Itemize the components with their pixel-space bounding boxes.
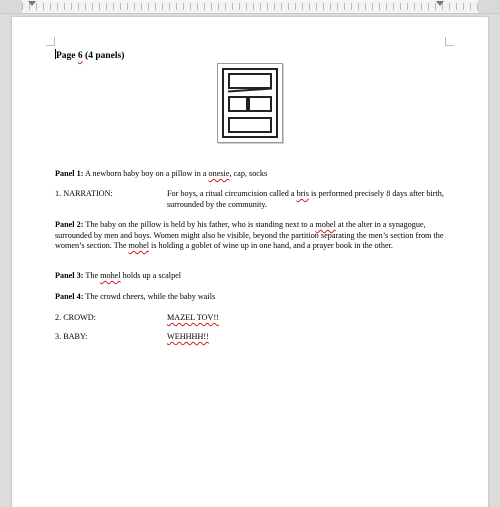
ruler-left-margin xyxy=(0,0,22,13)
left-indent-marker[interactable] xyxy=(28,1,36,6)
margin-corner-top-left xyxy=(46,37,55,46)
ruler-right-margin xyxy=(478,0,500,13)
panel-1-description[interactable] xyxy=(55,169,445,180)
horizontal-ruler[interactable] xyxy=(0,0,500,14)
panel-1-text: A newborn baby boy on a pillow in a xyxy=(85,169,207,178)
dialogue-3-text[interactable] xyxy=(167,332,447,343)
panel-2-spellcheck-word-b: mohel xyxy=(128,241,149,251)
panel-2-text-b: at the alter in a synagogue, surrounded by men and boys. Women might also be visible, beyond the partition separating the men’s section from the women’s section. The xyxy=(55,220,444,251)
panel-2-description[interactable] xyxy=(55,220,445,252)
panel-3-spellcheck-word: mohel xyxy=(100,271,121,280)
panel-4-description[interactable] xyxy=(55,292,445,303)
panel-3-text-a: The xyxy=(85,271,99,280)
margin-corner-top-right xyxy=(445,37,454,46)
ruler-ticks xyxy=(22,3,478,10)
dialogue-2-line: MAZEL TOV!! xyxy=(167,313,219,322)
dialogue-1-text[interactable] xyxy=(167,189,447,210)
dialogue-2-text[interactable] xyxy=(167,313,447,324)
panel-2-text-a: The baby on the pillow is held by his father, who is standing next to a xyxy=(85,220,314,229)
thumbnail-frame xyxy=(222,68,278,138)
document-page[interactable] xyxy=(12,17,488,507)
right-indent-marker[interactable] xyxy=(436,1,444,6)
dialogue-2-speaker[interactable]: 2. CROWD: xyxy=(55,313,96,322)
panel-2-label: Panel 2: xyxy=(55,220,84,229)
panel-3-text-b: holds up a scalpel xyxy=(122,271,182,280)
panel-3-description[interactable] xyxy=(55,271,445,282)
dialogue-3-line: WEHHHH!! xyxy=(167,332,209,341)
thumbnail-panel-4 xyxy=(228,117,272,133)
panel-2-spellcheck-word-a: mohel xyxy=(315,220,336,229)
panel-1-text-end: , cap, socks xyxy=(229,169,268,178)
page-heading[interactable] xyxy=(55,49,124,61)
thumbnail-panel-2 xyxy=(228,96,248,112)
heading-prefix: Page xyxy=(56,51,76,61)
panel-2-text-c: is holding a goblet of wine up in one hand, and a prayer book in the other. xyxy=(151,241,393,251)
comic-page-layout-thumbnail[interactable] xyxy=(217,63,283,143)
dialogue-1-text-a: For boys, a ritual circumcision called a xyxy=(167,189,295,198)
dialogue-1-spellcheck-word: bris xyxy=(296,189,309,198)
thumbnail-panel-3 xyxy=(248,96,272,112)
heading-suffix: (4 panels) xyxy=(85,51,125,61)
heading-page-number: 6 xyxy=(77,51,83,61)
panel-3-label: Panel 3: xyxy=(55,271,84,280)
panel-4-text: The crowd cheers, while the baby wails xyxy=(85,292,216,301)
dialogue-1-text-b: is performed precisely 8 days after birth, surrounded by the community. xyxy=(167,189,444,209)
panel-1-spellcheck-word: onesie xyxy=(208,169,230,178)
dialogue-3-speaker[interactable]: 3. BABY: xyxy=(55,332,88,341)
panel-4-label: Panel 4: xyxy=(55,292,84,301)
panel-1-label: Panel 1: xyxy=(55,169,84,178)
dialogue-1-speaker[interactable]: 1. NARRATION: xyxy=(55,189,113,198)
thumbnail-panel-1 xyxy=(228,73,272,89)
